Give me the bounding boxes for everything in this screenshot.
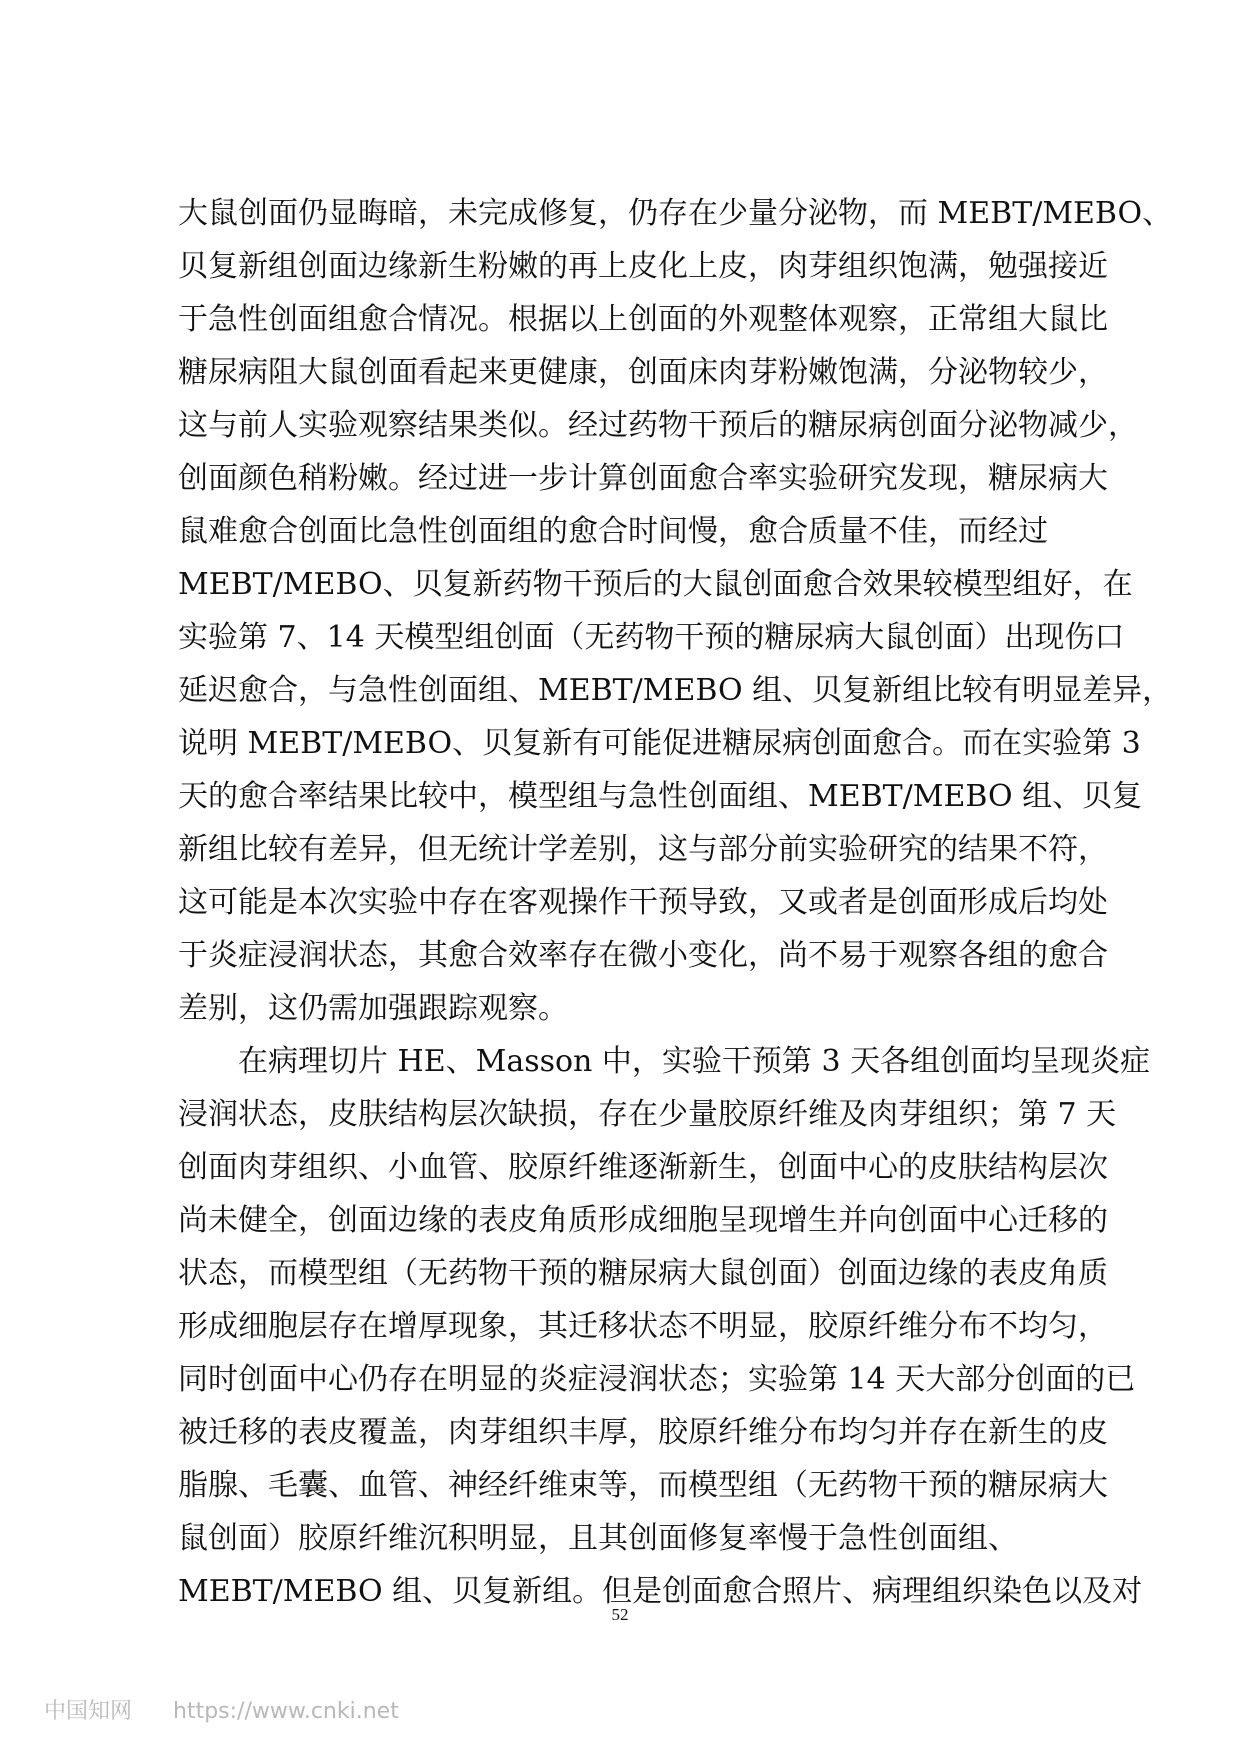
text-line: 于急性创面组愈合情况。根据以上创面的外观整体观察，正常组大鼠比 <box>178 302 1108 337</box>
text-line: 尚未健全，创面边缘的表皮角质形成细胞呈现增生并向创面中心迁移的 <box>178 1203 1108 1238</box>
page-number: 52 <box>611 1605 629 1624</box>
text-line: 创面肉芽组织、小血管、胶原纤维逐渐新生，创面中心的皮肤结构层次 <box>178 1150 1108 1185</box>
paragraph-first-line: 在病理切片 HE、Masson 中，实验干预第 3 天各组创面均呈现炎症 <box>238 1044 1151 1079</box>
text-line: 形成细胞层存在增厚现象，其迁移状态不明显，胶原纤维分布不均匀， <box>178 1309 1108 1344</box>
watermark <box>44 1694 399 1725</box>
text-line: 延迟愈合，与急性创面组、MEBT/MEBO 组、贝复新组比较有明显差异， <box>178 673 1173 708</box>
text-line: 于炎症浸润状态，其愈合效率存在微小变化，尚不易于观察各组的愈合 <box>178 938 1108 973</box>
text-line: 鼠难愈合创面比急性创面组的愈合时间慢，愈合质量不佳，而经过 <box>178 514 1048 549</box>
text-line: 这与前人实验观察结果类似。经过药物干预后的糖尿病创面分泌物减少， <box>178 408 1138 443</box>
text-line: 大鼠创面仍显晦暗，未完成修复，仍存在少量分泌物，而 MEBT/MEBO、 <box>178 196 1173 231</box>
text-line: 脂腺、毛囊、血管、神经纤维束等，而模型组（无药物干预的糖尿病大 <box>178 1468 1108 1503</box>
text-line: 状态，而模型组（无药物干预的糖尿病大鼠创面）创面边缘的表皮角质 <box>178 1256 1108 1291</box>
text-line: 创面颜色稍粉嫩。经过进一步计算创面愈合率实验研究发现，糖尿病大 <box>178 461 1108 496</box>
text-line: 贝复新组创面边缘新生粉嫩的再上皮化上皮，肉芽组织饱满，勉强接近 <box>178 249 1108 284</box>
text-line: 天的愈合率结果比较中，模型组与急性创面组、MEBT/MEBO 组、贝复 <box>178 779 1143 814</box>
text-line: 浸润状态，皮肤结构层次缺损，存在少量胶原纤维及肉芽组织；第 7 天 <box>178 1097 1117 1132</box>
text-line: 新组比较有差异，但无统计学差别，这与部分前实验研究的结果不符， <box>178 832 1108 867</box>
text-line: 差别，这仍需加强跟踪观察。 <box>178 991 568 1026</box>
text-line: 这可能是本次实验中存在客观操作干预导致，又或者是创面形成后均处 <box>178 885 1108 920</box>
text-line: MEBT/MEBO 组、贝复新组。但是创面愈合照片、病理组织染色以及对 <box>178 1574 1143 1609</box>
watermark-url: https://www.cnki.net <box>173 1699 399 1724</box>
text-line: 鼠创面）胶原纤维沉积明显，且其创面修复率慢于急性创面组、 <box>178 1521 1018 1556</box>
watermark-brand: 中国知网 <box>44 1699 133 1724</box>
text-line: 被迁移的表皮覆盖，肉芽组织丰厚，胶原纤维分布均匀并存在新生的皮 <box>178 1415 1108 1450</box>
text-line: MEBT/MEBO、贝复新药物干预后的大鼠创面愈合效果较模型组好，在 <box>178 567 1133 602</box>
text-line: 同时创面中心仍存在明显的炎症浸润状态；实验第 14 天大部分创面的已 <box>178 1362 1136 1397</box>
text-line: 糖尿病阻大鼠创面看起来更健康，创面床肉芽粉嫩饱满，分泌物较少， <box>178 355 1108 390</box>
text-line: 实验第 7、14 天模型组创面（无药物干预的糖尿病大鼠创面）出现伤口 <box>178 620 1125 655</box>
text-line: 说明 MEBT/MEBO、贝复新有可能促进糖尿病创面愈合。而在实验第 3 <box>178 726 1141 761</box>
